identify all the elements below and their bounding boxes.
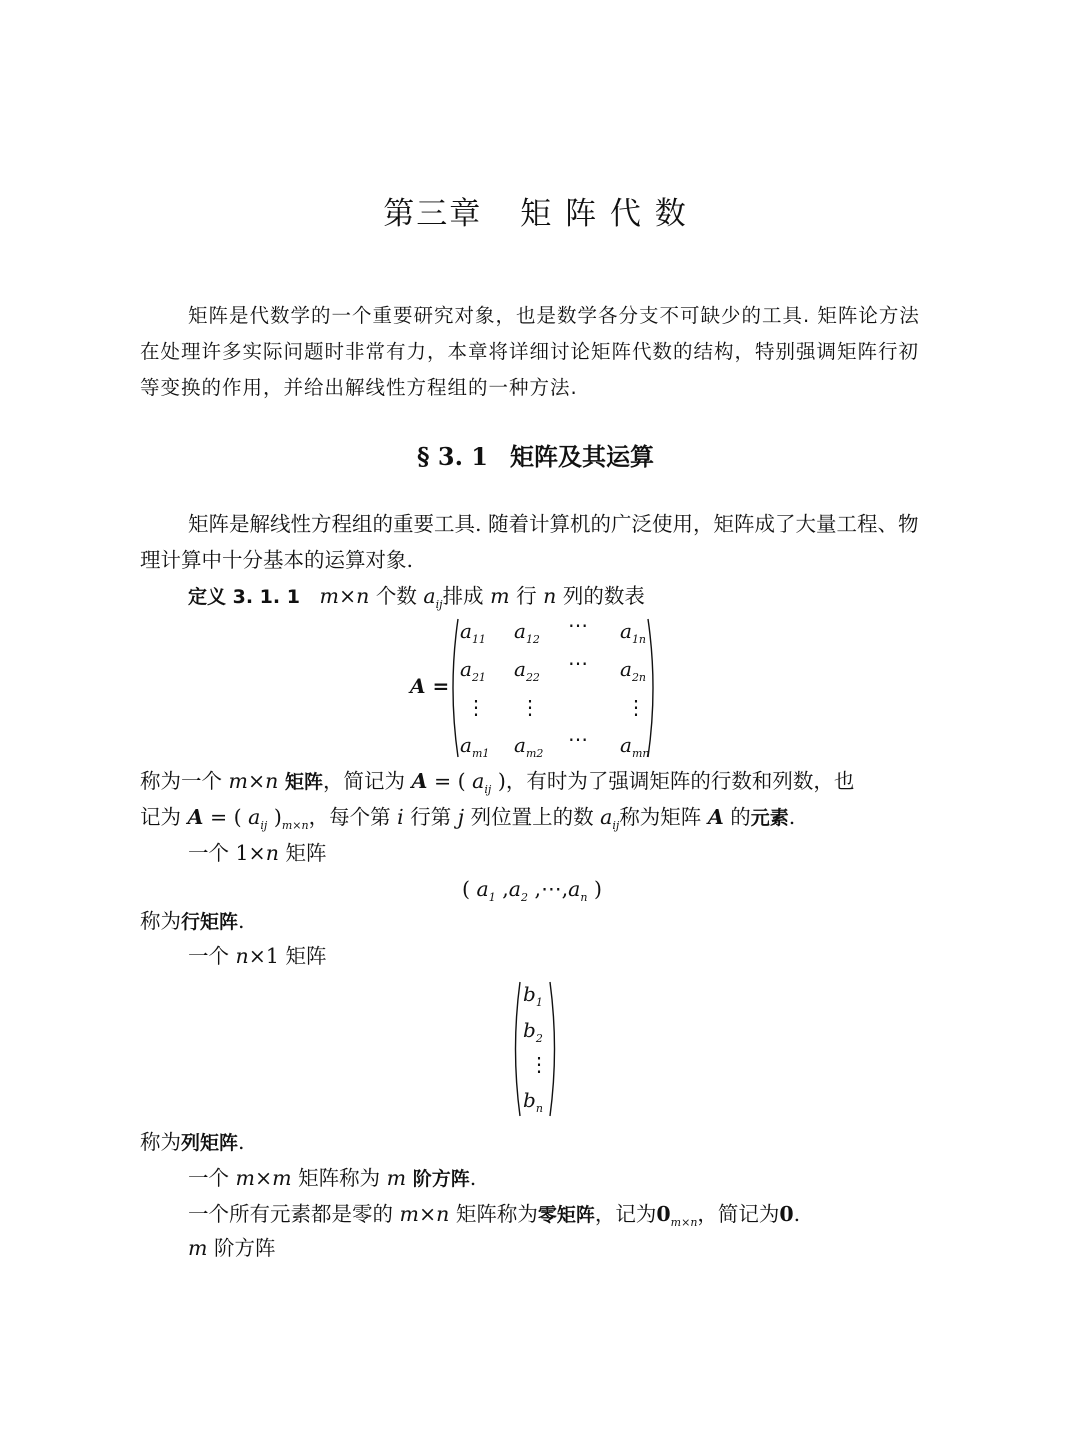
dim: m×n	[228, 769, 279, 793]
entry: a	[472, 769, 485, 793]
matrix-a-entry-symbol: a	[514, 619, 526, 643]
paren: (	[462, 877, 477, 901]
definition-label: 定义 3. 1. 1	[188, 586, 300, 608]
var-j: j	[457, 805, 465, 829]
matrix-a-entry-symbol: ⋯	[568, 651, 588, 675]
matrix-a-entry	[568, 651, 588, 675]
column-vector-entry-symbol: b	[523, 1088, 536, 1112]
text: ，记为	[594, 1202, 657, 1226]
column-vector-entry-sub: n	[535, 1102, 543, 1115]
square-matrix-line	[188, 1160, 476, 1197]
matrix-a-entry-sub: 11	[471, 633, 486, 646]
column-vector-entry-sub: 1	[535, 996, 543, 1009]
text: )，有时为了强调矩阵的行数和列数，也	[491, 769, 855, 793]
paren: )	[587, 877, 602, 901]
term-element: 元素	[750, 807, 789, 829]
column-vector-entry-symbol: b	[523, 982, 536, 1006]
matrix-a-entry-symbol: ⋯	[568, 613, 588, 637]
matrix-a-entry-symbol: a	[460, 733, 472, 757]
definition-entry: a	[423, 584, 436, 608]
text: 矩阵称为	[449, 1202, 538, 1226]
col-matrix-intro	[188, 938, 326, 974]
text: .	[788, 805, 796, 829]
matrix-a-entry-symbol: a	[620, 619, 632, 643]
column-vector-entry-symbol: b	[523, 1018, 536, 1042]
matrix-a-entry-symbol: ⋮	[466, 695, 486, 719]
term-zero-matrix: 零矩阵	[537, 1204, 595, 1226]
matrix-a-entry	[568, 727, 588, 751]
var-n: n	[265, 841, 279, 865]
zero-symbol: 0	[656, 1202, 671, 1226]
definition-text: 排成	[442, 584, 491, 608]
zero-matrix-line	[188, 1196, 800, 1236]
text: .	[469, 1166, 477, 1190]
matrix-a-entry-sub: mn	[631, 747, 650, 760]
matrix-a-entry-sub: 12	[525, 633, 540, 646]
section-title	[0, 437, 1071, 472]
text: )	[267, 805, 282, 829]
matrix-a-entry-symbol: a	[620, 657, 632, 681]
matrix-a-entry-symbol: a	[514, 733, 526, 757]
definition-n: n	[543, 584, 557, 608]
text: ，简记为	[322, 769, 412, 793]
matrix-a-entry-sub: m1	[471, 747, 490, 760]
var-m: m	[188, 1236, 208, 1260]
left-paren	[510, 980, 522, 1118]
term-square-matrix: 阶方阵	[406, 1168, 470, 1190]
definition-text: 列的数表	[556, 584, 645, 608]
text: = (	[203, 805, 249, 829]
text: 矩阵称为	[291, 1166, 387, 1190]
matrix-a-entry-symbol: ⋮	[626, 695, 646, 719]
entry-sub: ij	[484, 783, 492, 796]
text: .	[793, 1202, 801, 1226]
sep: ,	[495, 877, 509, 901]
matrix-a	[410, 615, 670, 760]
text: ，简记为	[697, 1202, 780, 1226]
column-vector-entry-symbol: ⋮	[529, 1052, 549, 1076]
entry-sub: ij	[612, 819, 620, 832]
text: 称为	[140, 909, 181, 933]
column-vector-entry	[523, 1018, 543, 1045]
column-vector-entry	[529, 1052, 549, 1076]
matrix-a-entry	[460, 657, 486, 684]
dim-sub: m×n	[281, 819, 309, 832]
term-column-matrix: 列矩阵	[181, 1132, 239, 1154]
entry: a	[508, 877, 522, 901]
left-paren	[446, 617, 460, 759]
matrix-a-entry-symbol: a	[620, 733, 632, 757]
text: 矩阵	[278, 841, 327, 865]
text: 一个所有元素都是零的	[188, 1202, 400, 1226]
definition-entry-sub: ij	[435, 598, 443, 611]
text: 称为	[140, 1130, 181, 1154]
text: 一个	[188, 1166, 236, 1190]
entry-sub: n	[580, 891, 588, 904]
symbol-a: A	[411, 769, 428, 793]
dim: m×m	[235, 1166, 292, 1190]
section-number: § 3. 1	[416, 442, 488, 471]
matrix-a-entry	[620, 619, 647, 646]
text: 行第	[403, 805, 458, 829]
chapter-name: 矩 阵 代 数	[520, 196, 688, 232]
definition-text: 行	[509, 584, 544, 608]
dim-sub: m×n	[670, 1216, 698, 1229]
definition-dim: m×n	[319, 584, 370, 608]
matrix-a-lhs: A =	[410, 674, 450, 698]
row-matrix-name	[140, 903, 245, 940]
column-vector-entry	[523, 1088, 543, 1115]
chapter-intro: 矩阵是代数学的一个重要研究对象，也是数学各分支不可缺少的工具. 矩阵论方法在处理许多实际问题时非常有力，本章将详细讨论矩阵代数的结构，特别强调矩阵行初等变换的作用，并给出解线性方程组的一种方法.	[140, 304, 920, 399]
var-n: n	[235, 944, 249, 968]
symbol-a: A	[187, 805, 204, 829]
definition-m: m	[490, 584, 510, 608]
text: = (	[427, 769, 473, 793]
col-matrix-name	[140, 1124, 245, 1161]
zero-symbol: 0	[779, 1202, 794, 1226]
matrix-a-entry-sub: m2	[525, 747, 544, 760]
matrix-a-entry-symbol: a	[514, 657, 526, 681]
symbol-a: A	[707, 805, 724, 829]
var-m: m	[386, 1166, 407, 1190]
entry: a	[476, 877, 489, 901]
text: 一个 1×	[188, 841, 266, 865]
matrix-a-entry	[620, 733, 650, 760]
matrix-a-entry	[460, 695, 486, 719]
matrix-a-entry	[568, 613, 588, 637]
column-vector-entry-sub: 2	[535, 1032, 543, 1045]
right-paren	[548, 980, 560, 1118]
definition-line	[188, 578, 645, 618]
text: .	[238, 1130, 245, 1154]
entry: a	[600, 805, 613, 829]
text: ，每个第	[308, 805, 398, 829]
matrix-a-entry-symbol: ⋯	[568, 727, 588, 751]
chapter-number: 第三章	[383, 196, 483, 232]
section-name: 矩阵及其运算	[510, 442, 654, 471]
definition-text: 个数	[369, 584, 424, 608]
matrix-a-entry-symbol: ⋮	[520, 695, 540, 719]
matrix-a-entry	[514, 657, 540, 684]
matrix-a-entry-sub: 21	[471, 671, 486, 684]
row-vector	[462, 871, 602, 911]
term-row-matrix: 行矩阵	[181, 911, 239, 933]
column-vector	[510, 978, 560, 1120]
entry: a	[248, 805, 261, 829]
text: 称为一个	[140, 769, 229, 793]
row-matrix-intro	[188, 835, 326, 871]
text: 阶方阵	[207, 1236, 276, 1260]
text: ×1 矩阵	[248, 944, 327, 968]
text: 称为矩阵	[619, 805, 708, 829]
matrix-a-entry	[460, 733, 490, 760]
text: 的	[723, 805, 751, 829]
matrix-a-entry	[514, 695, 540, 719]
definition-matrix-line	[140, 763, 854, 803]
paragraph-matrix-tool: 矩阵是解线性方程组的重要工具. 随着计算机的广泛使用，矩阵成了大量工程、物理计算中十分基本的运算对象.	[140, 512, 919, 572]
entry: a	[568, 877, 581, 901]
column-vector-entry	[523, 982, 543, 1009]
text: 列位置上的数	[464, 805, 601, 829]
m-order-square-line	[188, 1230, 275, 1266]
definition-element-line	[140, 799, 795, 839]
text: 记为	[140, 805, 188, 829]
matrix-a-entry	[620, 695, 646, 719]
matrix-a-entry	[620, 657, 647, 684]
matrix-a-entry-symbol: a	[460, 657, 472, 681]
matrix-a-entry-sub: 22	[525, 671, 540, 684]
matrix-a-entry-sub: 2n	[631, 671, 647, 684]
entry-sub: ij	[260, 819, 268, 832]
matrix-a-entry	[514, 619, 540, 646]
matrix-a-entry	[514, 733, 544, 760]
chapter-title	[0, 188, 1071, 233]
sep: ,⋯,	[528, 877, 569, 901]
text: 一个	[188, 944, 236, 968]
entry-sub: 1	[488, 891, 496, 904]
var-i: i	[397, 805, 404, 829]
dim: m×n	[399, 1202, 450, 1226]
matrix-a-entry	[460, 619, 486, 646]
text: .	[238, 909, 245, 933]
entry-sub: 2	[521, 891, 529, 904]
term-matrix: 矩阵	[278, 771, 323, 793]
matrix-a-entry-symbol: a	[460, 619, 472, 643]
matrix-a-entry-sub: 1n	[631, 633, 647, 646]
